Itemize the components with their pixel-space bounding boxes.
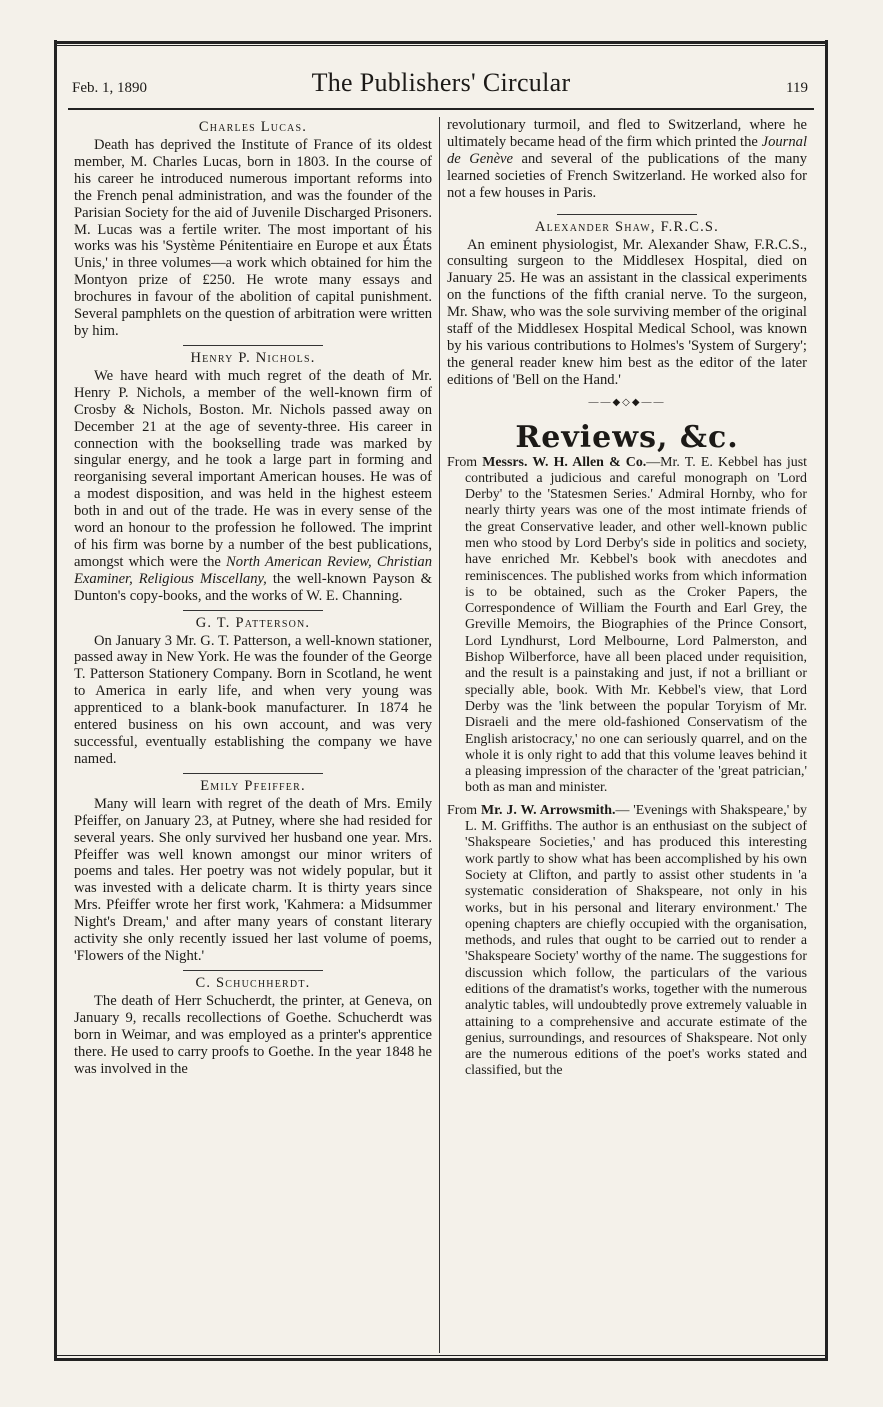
obituary-body-schuchherdt-continued (447, 117, 807, 202)
review-from-label: From (447, 802, 482, 818)
obituary-heading-pfeiffer: Emily Pfeiffer. (200, 777, 306, 794)
obituary-body-schuchherdt: The death of Herr Schucherdt, the printer, at Geneva, on January 9, recalls recollections of Goethe. Schucherdt was born in Weimar, and was employed as a printer's apprentice there. He used to carry proofs to Goethe. In the year 1848 he was involved in the (74, 992, 432, 1077)
section-rule (183, 970, 323, 971)
left-column (74, 117, 432, 1077)
column-divider (439, 117, 440, 1353)
obituary-heading-patterson: G. T. Patterson. (195, 614, 311, 631)
top-border-rule (54, 41, 828, 46)
section-rule (183, 345, 323, 346)
nichols-text-2: the well-known Payson & Dunton's copy-books, and the works of W. E. Channing. (74, 570, 432, 604)
nichols-publications: North American Review, Christian Examiner, Religious Miscellany, (74, 553, 432, 587)
nichols-text-1: We have heard with much regret of the death of Mr. Henry P. Nichols, a member of the well-known firm of Crosby & Nichols, Boston. Mr. Nichols passed away on December 21 at the age of seventy-three. His career in connection with the bookselling trade was marked by singular energy, and he took a large part in forming and reorganising several important American houses. He was of a modest disposition, and was held in the highest esteem both in and out of the trade. He was in every sense of the word an honour to the profession he followed. The imprint of his firm was borne by a number of the best publications, amongst which were the (74, 367, 432, 570)
review-from-label: From (447, 454, 483, 470)
publication-title: The Publishers' Circular (311, 68, 571, 97)
journal-title: Journal de Genève (447, 133, 807, 167)
obituary-heading-lucas: Charles Lucas. (198, 119, 308, 135)
obituary-body-shaw: An eminent physiologist, Mr. Alexander Shaw, F.R.C.S., consulting surgeon to the Middlesex Hospital, died on January 25. He was an assistant in the classical experiments on the functions of the fifth cranial nerve. To the surgeon, Mr. Shaw, who was the sole surviving member of the original staff of the Middlesex Hospital Medical School, was known by his various contributions to Holmes's 'System of Surgery'; the general reader knew him best as the editor of the later editions of 'Bell on the Hand.' (447, 236, 807, 388)
right-column (447, 117, 807, 1086)
page-header (68, 60, 814, 110)
obituary-heading-schuchherdt: C. Schuchherdt. (195, 974, 311, 991)
review-body-arrowsmith: — 'Evenings with Shakspeare,' by L. M. Griffiths. The author is an enthusiast on the subject of 'Shakspeare Societies,' and has produced this interesting work partly to show what has been accomplished by his own Society at Clifton, and partly to assist other students in 'a systematic consideration of Shakspeare, not only in his works, but in his personal and literary environment.' The opening chapters are chiefly occupied with the organisation, methods, and rules that ought to be carried out to render a 'Shakspeare Society' worthy of the name. The suggestions for discussion which follow, the particulars of the various editions of the dramatist's works, together with the numerous analytic tables, will undoubtedly prove extremely valuable in attaining to a comprehensive and accurate estimate of the genius, surroundings, and resources of Shakspeare. Not only are the numerous editions of the poet's works stated and classified, but the (465, 802, 807, 1079)
bottom-border-rule (54, 1355, 828, 1361)
obituary-heading-shaw: Alexander Shaw, F.R.C.S. (535, 218, 719, 235)
review-body-allen: —Mr. T. E. Kebbel has just contributed a judicious and careful monograph on 'Lord Derby' to the 'Statesmen Series.' Admiral Hornby, who for nearly thirty years was one of the most intimate friends of the great Conservative leader, and other well-known public men who stood by Lord Derby's side in politics and society, have enriched Mr. Kebbel's book with anecdotes and reminiscences. The published works from which information is to be obtained, such as the Croker Papers, the Correspondence of William the Fourth and Earl Grey, the Greville Memoirs, the Biographies of the Prince Consort, Lord Lyndhurst, Lord Melbourne, Lord Palmerston, and Bishop Wilberforce, have all been placed under requisition, and the result is a painstaking and just, if not a brilliant or specially able, book. With Mr. Kebbel's view, that Lord Derby was the 'link between the popular Toryism of Mr. Disraeli and the mere old-fashioned Conservatism of the English aristocracy,' no one can seriously quarrel, and on the whole it is only right to add that this volume leaves behind it a pleasing impression of the character of the 'great patrician,' both as man and minister. (465, 454, 807, 796)
obituary-body-patterson: On January 3 Mr. G. T. Patterson, a well-known stationer, passed away in New York. He was the founder of the George T. Patterson Stationery Company. Born in Scotland, he went to America in early life, and when very young was apprenticed to a blank-book manufacturer. In 1874 he entered business on his own account, and was very successful, eventually establishing the company we have named. (74, 632, 432, 767)
section-rule (557, 214, 697, 215)
schuchherdt-cont-text-2: and several of the publications of the many learned societies of French Switzerland. He worked also for not a few houses in Paris. (447, 150, 808, 201)
review-publisher-arrowsmith: Mr. J. W. Arrowsmith. (481, 802, 616, 818)
schuchherdt-cont-text-1: revolutionary turmoil, and fled to Switzerland, where he ultimately became head of the firm which printed the (447, 117, 807, 150)
issue-date: Feb. 1, 1890 (72, 80, 147, 96)
page-number: 119 (786, 80, 808, 96)
obituary-body-nichols (74, 368, 432, 605)
review-arrowsmith (447, 803, 807, 1080)
ornament-divider: ——◆◇◆—— (588, 396, 666, 408)
review-allen (447, 455, 807, 797)
obituary-body-pfeiffer: Many will learn with regret of the death of Mrs. Emily Pfeiffer, on January 23, at Putney, where she had resided for several years. She only survived her husband one year. Mrs. Pfeiffer was well known amongst our minor writers of poems and tales. Her poetry was not widely popular, but it was invested with a delicate charm. It is thirty years since Mrs. Pfeiffer wrote her first work, 'Kahmera: a Midsummer Night's Dream,' and after many years of constant literary activity she only recently issued her last volume of poems, 'Flowers of the Night.' (74, 795, 432, 964)
reviews-heading: Reviews, &c. (515, 419, 739, 455)
section-rule (183, 773, 323, 774)
section-rule (183, 610, 323, 611)
obituary-heading-nichols: Henry P. Nichols. (190, 349, 316, 366)
obituary-body-lucas: Death has deprived the Institute of France of its oldest member, M. Charles Lucas, born in 1803. In the course of his career he introduced numerous important reforms into the French penal administration, and was the founder of the Parisian Society for the aid of Juvenile Discharged Prisoners. M. Lucas was a fertile writer. The most important of his works was his 'Système Pénitentiaire en Europe et aux États Unis,' in three volumes—a work which obtained for him the Montyon prize of £250. He wrote many essays and brochures in favour of the abolition of capital punishment. Several pamphlets on the question of arbitration were written by him. (74, 137, 432, 339)
review-publisher-allen: Messrs. W. H. Allen & Co. (482, 454, 647, 470)
